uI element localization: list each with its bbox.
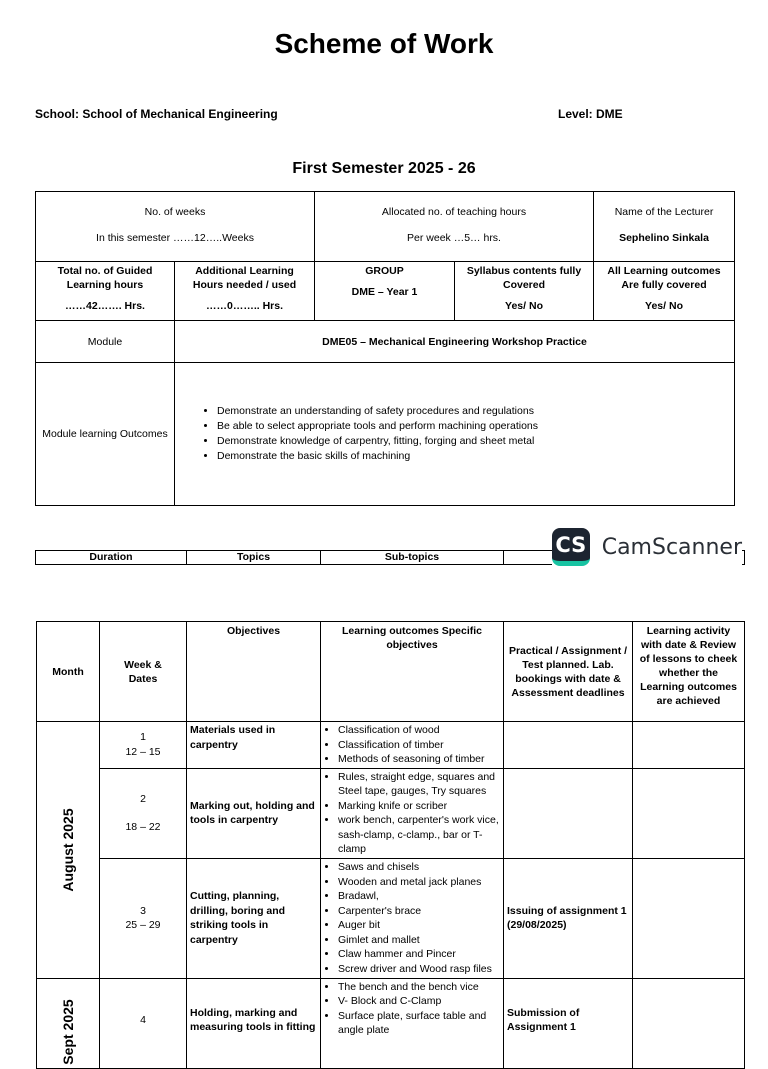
week-cell <box>100 722 187 769</box>
lecturer-cell <box>594 192 735 262</box>
week-cell <box>100 768 187 858</box>
list-item: • Wooden and metal jack planes <box>338 875 500 890</box>
activity-cell <box>633 858 745 978</box>
practical-cell <box>504 768 633 858</box>
group-label: GROUP <box>365 265 404 277</box>
list-item: • Auger bit <box>338 918 500 933</box>
outcomes-covered-value: Yes/ No <box>645 300 683 312</box>
table-row <box>37 768 745 858</box>
month-cell <box>37 978 100 1068</box>
list-item: • The bench and the bench vice <box>338 980 500 995</box>
objective-cell: Holding, marking and measuring tools in fitting <box>187 978 321 1068</box>
month-cell <box>37 722 100 979</box>
week-dates: 18 – 22 <box>125 821 161 833</box>
guided-hours-value: ……42……. Hrs. <box>65 300 145 312</box>
learning-outcome-item: • Be able to select appropriate tools and perform machining operations <box>217 419 730 434</box>
learning-outcome-item: • Demonstrate the basic skills of machining <box>217 449 730 464</box>
semester-heading: First Semester 2025 - 26 <box>292 160 476 177</box>
outcomes-header: Learning outcomes Specific objectives <box>321 622 504 722</box>
activity-cell <box>633 722 745 769</box>
level-label: Level: DME <box>558 107 623 121</box>
outcomes-cell <box>321 768 504 858</box>
outcomes-covered-label: All Learning outcomes Are fully covered <box>607 265 721 291</box>
list-item: • Bradawl, <box>338 889 500 904</box>
practical-cell: Issuing of assignment 1 (29/08/2025) <box>504 858 633 978</box>
week-number: 4 <box>140 1013 146 1026</box>
outcomes-list <box>324 770 500 857</box>
school-label: School: School of Mechanical Engineering <box>35 107 278 121</box>
learning-outcome-item: • Demonstrate knowledge of carpentry, fitting, forging and sheet metal <box>217 434 730 449</box>
table-row <box>37 978 745 1068</box>
objective-cell: Materials used in carpentry <box>187 722 321 769</box>
outcomes-list <box>324 860 500 976</box>
activity-header: Learning activity with date & Review of lessons to cheek whether the Learning outcomes are achieved <box>633 622 745 722</box>
weeks-value: In this semester ……12…..Weeks <box>96 232 254 244</box>
list-item: • Surface plate, surface table and angle plate <box>338 1009 500 1038</box>
month-header: Month <box>37 622 100 722</box>
week-dates: 25 – 29 <box>125 919 161 931</box>
lecturer-label: Name of the Lecturer <box>614 206 714 218</box>
outcomes-list <box>324 723 500 767</box>
table-row <box>37 858 745 978</box>
schedule-table <box>36 621 745 1069</box>
duration-header: Duration <box>36 551 187 565</box>
topics-header: Topics <box>187 551 321 565</box>
learning-outcomes-cell <box>175 363 735 506</box>
list-item: • Methods of seasoning of timber <box>338 752 500 767</box>
list-item: • Gimlet and mallet <box>338 933 500 948</box>
list-item: • Classification of wood <box>338 723 500 738</box>
list-item: • Marking knife or scriber <box>338 799 500 814</box>
list-item: • Carpenter's brace <box>338 904 500 919</box>
group-value: DME – Year 1 <box>351 286 418 298</box>
list-item: • Screw driver and Wood rasp files <box>338 962 500 977</box>
syllabus-label: Syllabus contents fully Covered <box>466 265 582 291</box>
week-number: 1 <box>140 731 146 744</box>
list-item: • Rules, straight edge, squares and Steel tape, gauges, Try squares <box>338 770 500 799</box>
list-item: • Claw hammer and Pincer <box>338 947 500 962</box>
objectives-header: Objectives <box>187 622 321 722</box>
guided-hours-label: Total no. of Guided Learning hours <box>57 265 153 291</box>
hours-value: Per week …5… hrs. <box>407 232 501 244</box>
learning-outcomes-list <box>179 404 730 464</box>
group-cell <box>315 262 455 321</box>
week-header-text: Week & Dates <box>124 658 162 685</box>
practical-header: Practical / Assignment / Test planned. Lab. bookings with date & Assessment deadlines <box>504 622 633 722</box>
module-value: DME05 – Mechanical Engineering Workshop Practice <box>175 321 735 363</box>
page-title: Scheme of Work <box>274 28 494 59</box>
week-cell <box>100 858 187 978</box>
outcomes-cell <box>321 722 504 769</box>
week-number: 3 <box>140 904 146 917</box>
guided-hours-cell <box>36 262 175 321</box>
syllabus-value: Yes/ No <box>505 300 543 312</box>
week-header <box>100 622 187 722</box>
week-dates: 12 – 15 <box>125 745 161 758</box>
weeks-cell <box>36 192 315 262</box>
hours-label: Allocated no. of teaching hours <box>381 206 527 218</box>
outcomes-cell <box>321 858 504 978</box>
lecturer-name: Sephelino Sinkala <box>619 232 709 244</box>
list-item: • work bench, carpenter's work vice, sash-clamp, c-clamp., bar or T-clamp <box>338 813 500 857</box>
additional-hours-cell <box>175 262 315 321</box>
activity-cell <box>633 768 745 858</box>
learning-outcomes-label: Module learning Outcomes <box>36 363 175 506</box>
camscanner-watermark <box>552 527 742 567</box>
table-row <box>37 722 745 769</box>
camscanner-text: CamScanner <box>601 534 742 560</box>
month-label: August 2025 <box>59 808 76 892</box>
syllabus-cell <box>455 262 594 321</box>
objective-cell: Cutting, planning, drilling, boring and striking tools in carpentry <box>187 858 321 978</box>
module-label: Module <box>36 321 175 363</box>
weeks-label: No. of weeks <box>144 206 206 218</box>
outcomes-list <box>324 980 500 1038</box>
objective-cell: Marking out, holding and tools in carpentry <box>187 768 321 858</box>
outcomes-cell <box>321 978 504 1068</box>
week-number: 2 <box>140 792 146 805</box>
camscanner-logo-icon: CS <box>552 528 590 566</box>
course-info-table <box>35 191 735 506</box>
list-item: • Classification of timber <box>338 738 500 753</box>
additional-hours-label: Additional Learning Hours needed / used <box>192 265 297 291</box>
list-item: • Saws and chisels <box>338 860 500 875</box>
learning-outcome-item: • Demonstrate an understanding of safety procedures and regulations <box>217 404 730 419</box>
month-label: Sept 2025 <box>59 999 76 1065</box>
hours-cell <box>315 192 594 262</box>
practical-cell <box>504 722 633 769</box>
subtopics-header: Sub-topics <box>321 551 504 565</box>
list-item: • V- Block and C-Clamp <box>338 994 500 1009</box>
week-cell <box>100 978 187 1068</box>
practical-cell: Submission of Assignment 1 <box>504 978 633 1068</box>
activity-cell <box>633 978 745 1068</box>
additional-hours-value: ……0…….. Hrs. <box>205 300 284 312</box>
outcomes-covered-cell <box>594 262 735 321</box>
